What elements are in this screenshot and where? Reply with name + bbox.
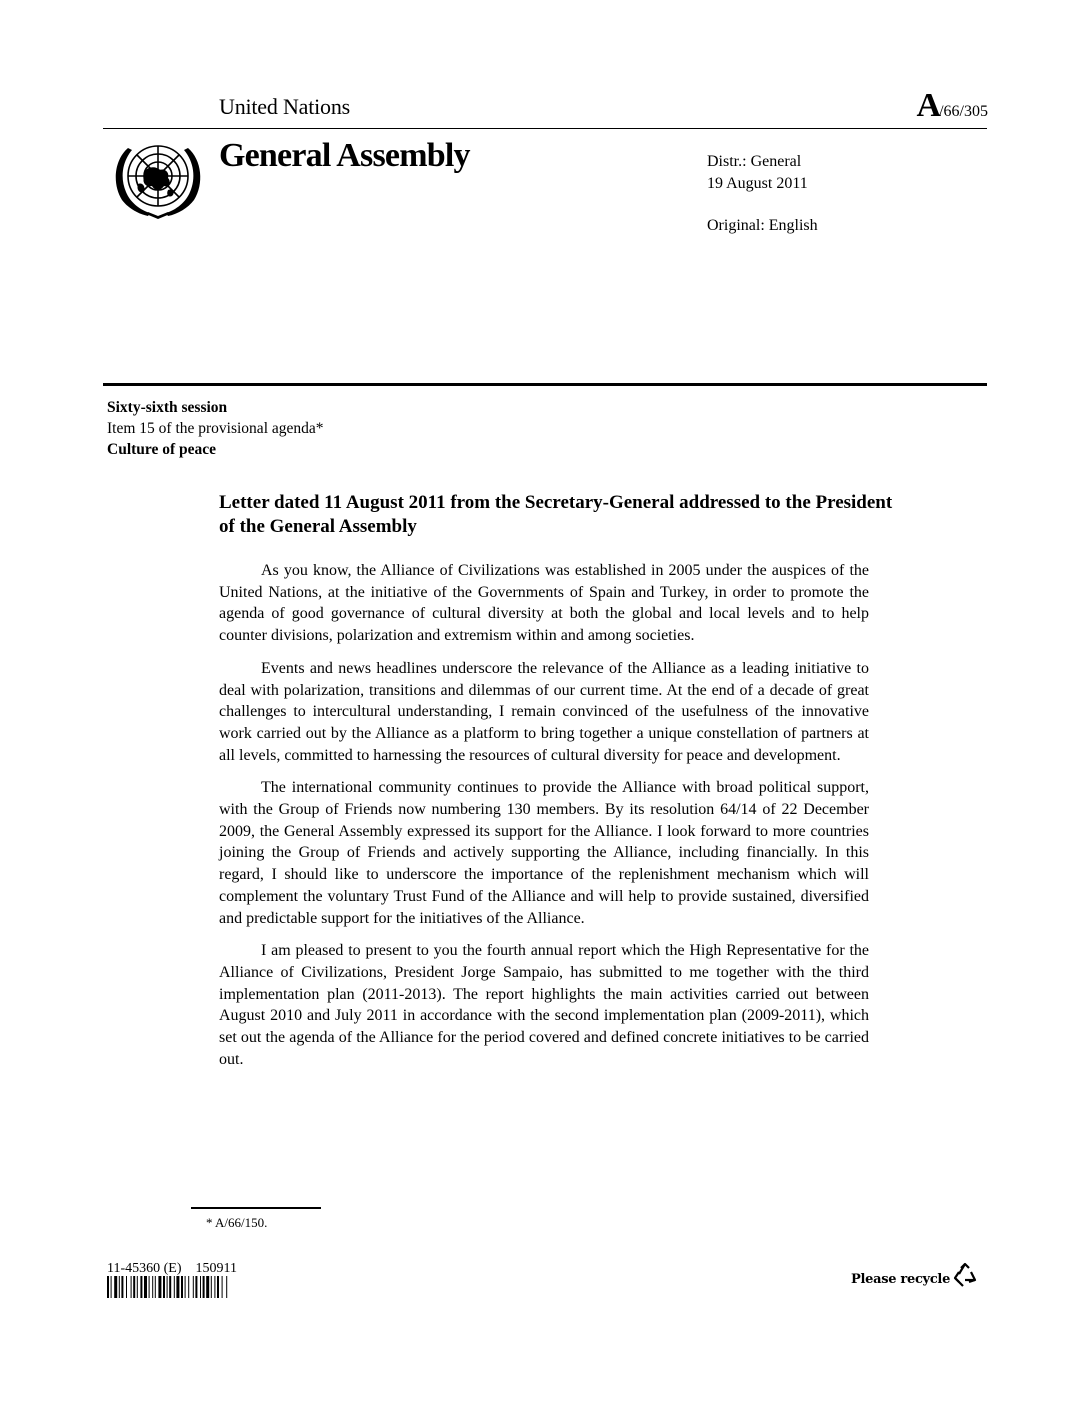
agenda-topic: Culture of peace bbox=[107, 441, 217, 458]
session-block bbox=[107, 397, 324, 460]
original-language: Original: English bbox=[707, 217, 818, 234]
document-date: 19 August 2011 bbox=[707, 175, 808, 192]
paragraph: The international community continues to provide the Alliance with broad political support, with the Group of Friends now numbering 130 members. By its resolution 64/14 of 22 December 2009, the General Assembly expressed its support for the Alliance. I look forward to more countries joining the Group of Friends and actively supporting the Alliance, including financially. In this regard, I should like to underscore the importance of the replenishment mechanism which will complement the voluntary Trust Fund of the Alliance and will help to provide sustained, diversified and predictable support for the initiatives of the Alliance. bbox=[219, 779, 869, 927]
agenda-item: Item 15 of the provisional agenda* bbox=[107, 420, 324, 437]
un-emblem-icon bbox=[108, 136, 208, 220]
paragraph: Events and news headlines underscore the relevance of the Alliance as a leading initiative to deal with polarization, transitions and dilemmas of our current time. At the end of a decade of great challenges to intercultural understanding, I remain convinced of the usefulness of the innovative work carried out by the Alliance as a platform to bring together a unique constellation of partners at all levels, committed to harnessing the resources of cultural diversity for peace and development. bbox=[219, 659, 869, 764]
body-title: General Assembly bbox=[219, 137, 470, 174]
session-name: Sixty-sixth session bbox=[107, 399, 228, 416]
footnote-rule bbox=[191, 1207, 321, 1209]
job-number: 11-45360 (E) 150911 bbox=[107, 1261, 237, 1276]
document-symbol bbox=[917, 86, 988, 132]
recycle-notice bbox=[851, 1268, 979, 1290]
session-rule bbox=[103, 383, 987, 386]
organization-name: United Nations bbox=[219, 94, 351, 119]
recycle-icon bbox=[951, 1262, 979, 1290]
distribution-type: Distr.: General bbox=[707, 153, 802, 170]
paragraph: I am pleased to present to you the fourth annual report which the High Representative for the Alliance of Civilizations, President Jorge Sampaio, has submitted to me together with the third implementation plan (2011-2013). The report highlights the main activities carried out between August 2010 and July 2011 in accordance with the second implementation plan (2009-2011), which set out the agenda of the Alliance for the period covered and defined concrete initiatives to be carried out. bbox=[219, 942, 869, 1068]
recycle-label: Please recycle bbox=[851, 1271, 951, 1287]
paragraph: As you know, the Alliance of Civilizations was established in 2005 under the auspices of the United Nations, at the initiative of the Governments of Spain and Turkey, in order to promote the agenda of good governance of cultural diversity at both the global and local levels and to help counter divisions, polarization and extremism within and among societies. bbox=[219, 562, 869, 645]
header-rule bbox=[103, 128, 987, 129]
document-symbol-suffix: /66/305 bbox=[939, 103, 988, 120]
letter-title: Letter dated 11 August 2011 from the Secretary-General addressed to the President of the General Assembly bbox=[219, 492, 893, 537]
document-symbol-prefix: A bbox=[916, 87, 942, 124]
distribution-block bbox=[707, 151, 818, 237]
barcode-icon bbox=[107, 1276, 287, 1298]
letter-body bbox=[219, 560, 869, 1081]
footnote: * A/66/150. bbox=[206, 1215, 268, 1230]
